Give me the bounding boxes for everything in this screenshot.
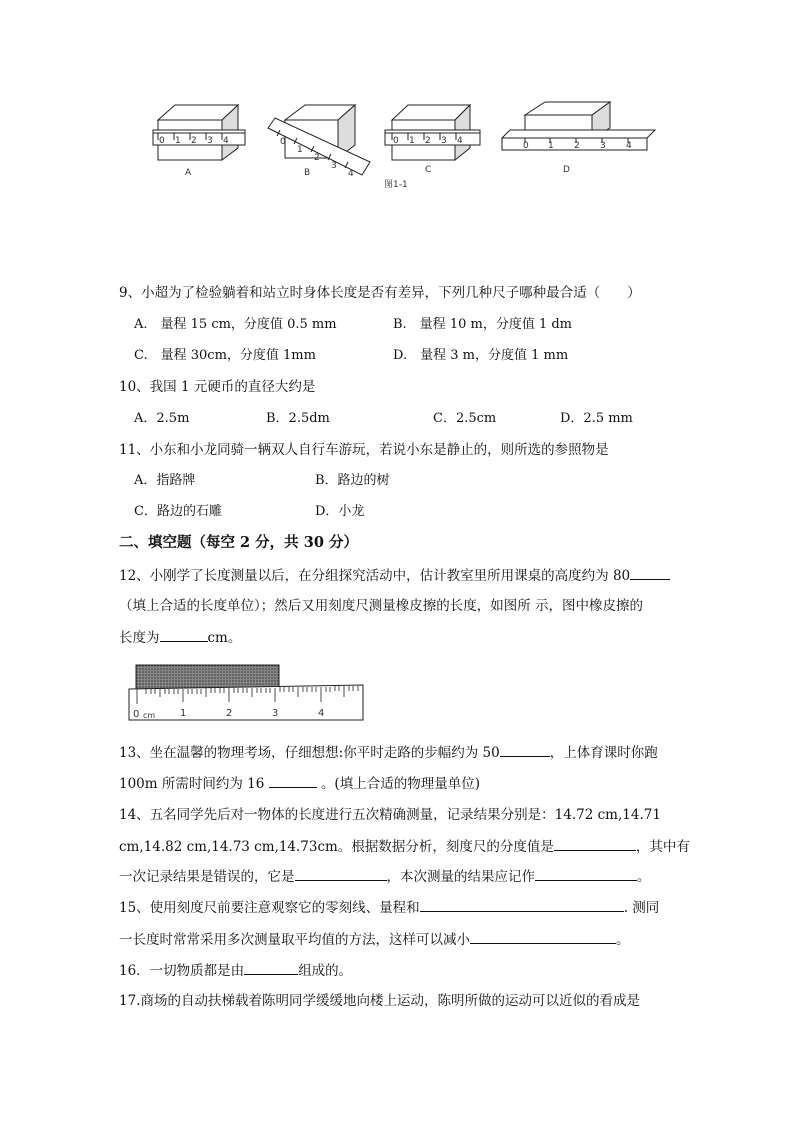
q14-line-3 [119,866,651,887]
svg-text:2: 2 [314,153,320,163]
q11-option-c: C．路边的石雕 [134,504,222,519]
q11-option-b: B．路边的树 [315,473,390,488]
q15-text-1a: 15、使用刻度尺前要注意观察它的零刻线、量程和 [119,900,420,916]
q14-line-2 [119,836,690,857]
figure-label-a: A [185,168,192,178]
q12-text-1: 12、小刚学了长度测量以后，在分组探究活动中，估计教室里所用课桌的高度约为 80 [119,568,631,584]
q13-text-2b: 。(填上合适的物理量单位) [320,776,480,792]
q15-line-2 [119,929,630,950]
svg-text:0: 0 [393,136,399,146]
q12-text-3b: cm。 [207,630,242,646]
q9-option-d: D. 量程 3 m，分度值 1 mm [393,348,569,363]
figure-ruler-placement [140,100,660,195]
svg-text:0: 0 [523,141,529,151]
q15-blank-ruler[interactable] [420,897,624,912]
svg-text:4: 4 [348,169,354,179]
svg-text:2: 2 [574,141,580,151]
ruler-body [129,685,363,720]
ruler-unit: cm [143,711,156,720]
section-2-title: 二、填空题（每空 2 分，共 30 分） [119,534,358,551]
figure-option-d [502,102,655,175]
q12-blank-unit[interactable] [630,565,670,580]
svg-text:4: 4 [626,141,632,151]
svg-text:1: 1 [548,141,554,151]
q10-option-d: D．2.5 mm [560,411,633,426]
q10-stem: 10、我国 1 元硬币的直径大约是 [119,379,316,395]
ruler-number-3: 3 [272,708,279,719]
q12-line-1 [119,565,670,586]
q10-option-a: A．2.5m [134,411,190,426]
q12-text-3a: 长度为 [119,630,160,646]
q15-blank-reduce[interactable] [470,929,616,944]
q14-blank-result[interactable] [535,866,637,881]
q13-line-1 [119,742,658,763]
q9-option-b: B. 量程 10 m，分度值 1 dm [393,317,573,332]
svg-text:0: 0 [159,136,165,146]
ruler-number-1: 1 [180,708,187,719]
q12-line-3 [119,627,241,648]
q12-blank-length[interactable] [160,627,208,642]
q15-line-1 [119,897,659,918]
figure-eraser-ruler [127,662,367,724]
q14-blank-division[interactable] [554,836,636,851]
q15-text-2b: 。 [616,932,630,948]
figure-label-b: B [304,168,311,178]
ruler-number-0: 0 [133,709,140,720]
svg-text:0: 0 [280,137,286,147]
q13-text-2a: 100m 所需时间约为 16 [119,776,265,792]
ruler-number-4: 4 [318,708,325,719]
q11-option-d: D．小龙 [315,504,365,519]
svg-text:1: 1 [175,136,181,146]
figure-option-b [268,105,370,179]
eraser [136,665,279,689]
q11-option-a: A．指路牌 [134,473,196,488]
q16-line-1 [119,960,352,981]
q9-stem: 9、小超为了检验躺着和站立时身体长度是否有差异，下列几种尺子哪种最合适（ ） [119,285,641,301]
q14-text-2a: cm,14.82 cm,14.73 cm,14.73cm。根据数据分析，刻度尺的分度值是 [119,839,554,855]
svg-text:3: 3 [600,141,606,151]
figure-label-c: C [425,165,432,175]
svg-text:3: 3 [441,136,447,146]
figure-caption: 图1-1 [384,180,408,190]
q16-blank-matter[interactable] [244,960,298,975]
q15-text-2a: 一长度时常常采用多次测量取平均值的方法，这样可以减小 [119,932,470,948]
q14-line-1: 14、五名同学先后对一物体的长度进行五次精确测量，记录结果分别是：14.72 cm,14.71 [119,807,661,823]
q13-text-1b: ，上体育课时你跑 [549,745,658,761]
q13-blank-step[interactable] [500,742,550,757]
q16-text-1a: 16．一切物质都是由 [119,963,245,979]
figure-label-d: D [563,165,570,175]
q13-line-2 [119,773,480,794]
figure-option-a [153,105,245,178]
q11-stem: 11、小东和小龙同骑一辆双人自行车游玩，若说小东是静止的，则所选的参照物是 [119,442,609,458]
ruler-number-2: 2 [226,708,233,719]
svg-text:4: 4 [223,136,229,146]
svg-text:3: 3 [331,161,337,171]
q9-option-a: A. 量程 15 cm，分度值 0.5 mm [134,317,337,332]
q17-line-1: 17.商场的自动扶梯载着陈明同学缓缓地向楼上运动，陈明所做的运动可以近似的看成是 [119,993,640,1009]
q14-text-2b: ，其中有 [635,839,690,855]
q13-blank-time[interactable] [269,773,317,788]
q14-text-3b: ，本次测量的结果应记作 [386,869,535,885]
svg-text:3: 3 [207,136,213,146]
q15-text-1b: . 测同 [623,900,660,916]
svg-text:2: 2 [191,136,197,146]
q9-option-c: C. 量程 30cm，分度值 1mm [134,348,316,363]
q14-blank-error[interactable] [295,866,387,881]
q13-text-1a: 13、坐在温馨的物理考场，仔细想想:你平时走路的步幅约为 50 [119,745,500,761]
svg-text:1: 1 [409,136,415,146]
svg-text:4: 4 [457,136,463,146]
q10-option-b: B．2.5dm [266,411,330,426]
q12-line-2: （填上合适的长度单位）；然后又用刻度尺测量橡皮擦的长度，如图所 示，图中橡皮擦的 [119,598,644,614]
figure-option-c [385,105,480,175]
q14-text-3c: 。 [637,869,651,885]
q14-text-3a: 一次记录结果是错误的，它是 [119,869,295,885]
svg-text:1: 1 [297,145,303,155]
svg-text:2: 2 [425,136,431,146]
q16-text-1b: 组成的。 [298,963,353,979]
q10-option-c: C．2.5cm [433,411,497,426]
